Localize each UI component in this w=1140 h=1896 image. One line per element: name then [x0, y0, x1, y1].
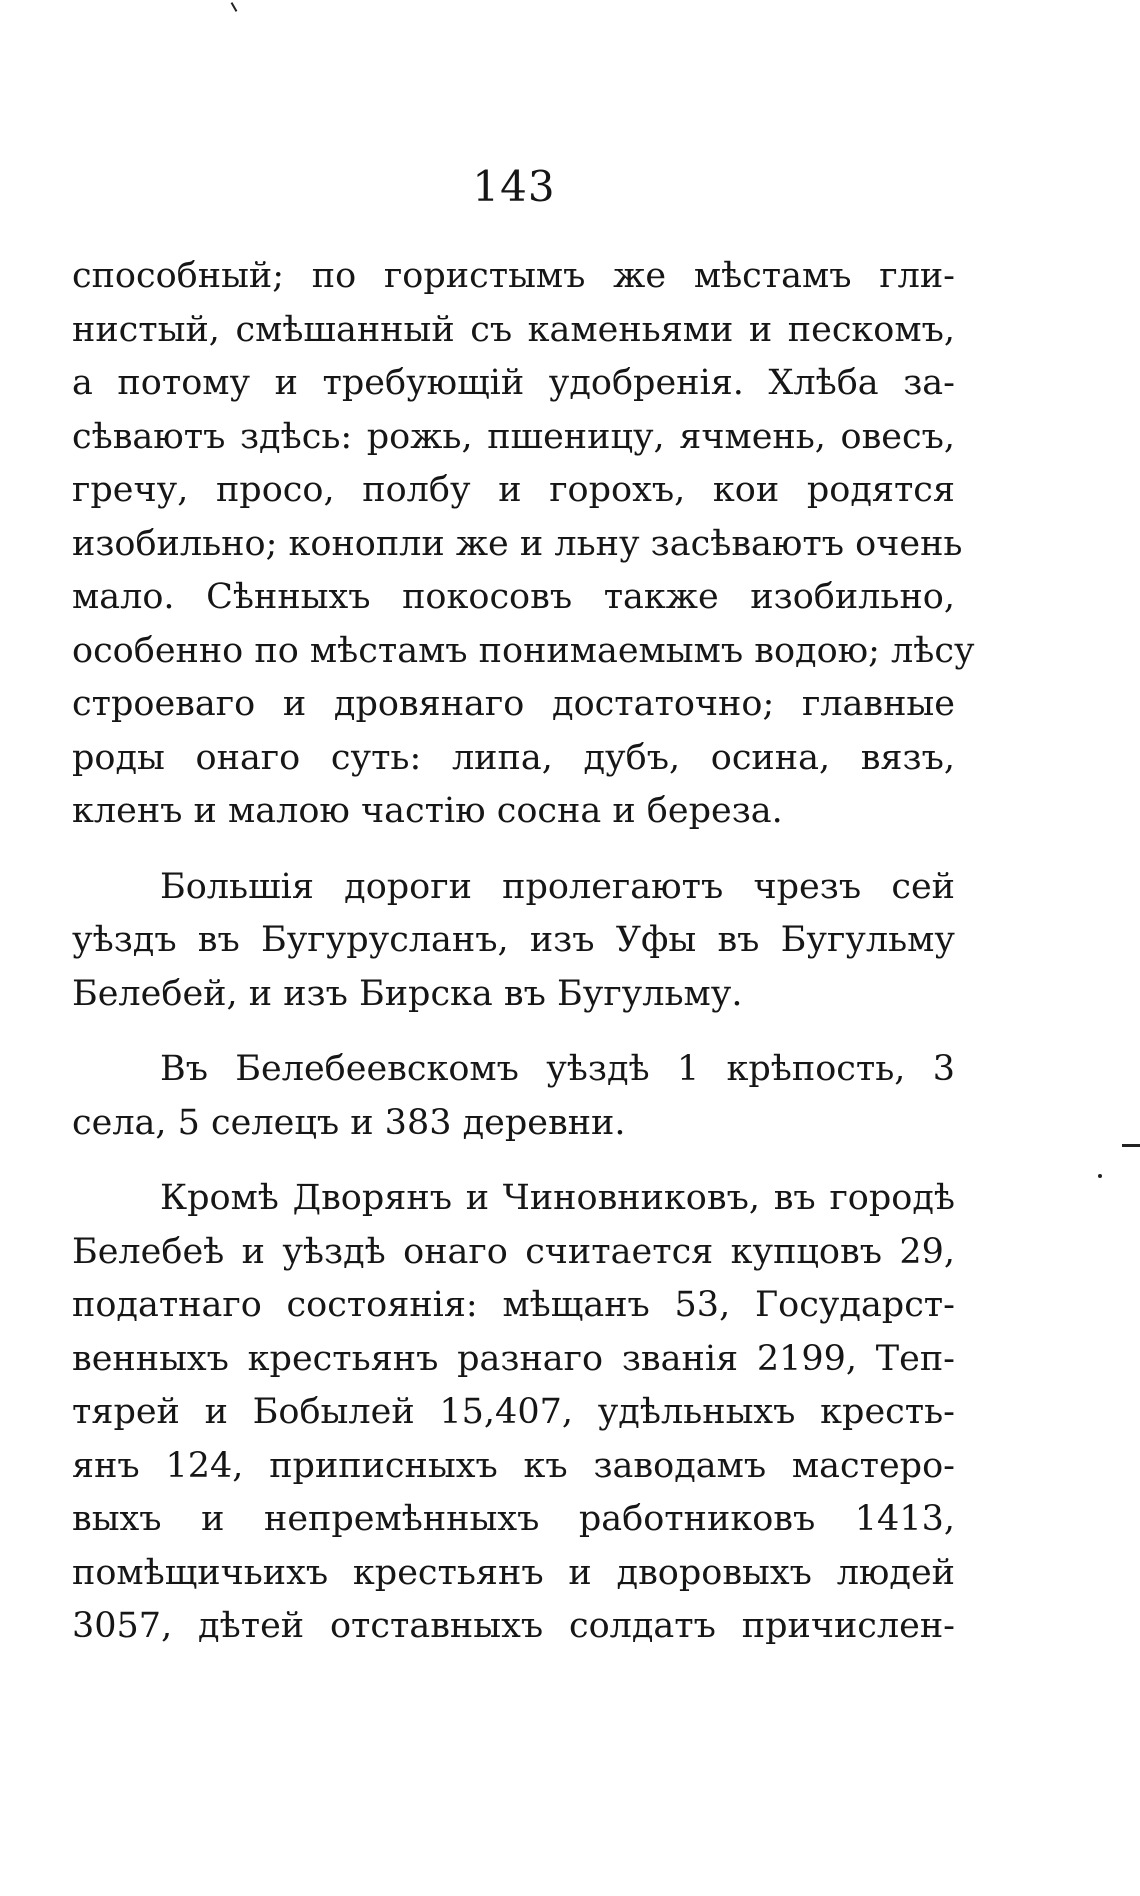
text-line: Кромѣ Дворянъ и Чиновниковъ, въ городѣ	[160, 1178, 955, 1218]
text-line: Въ Белебеевскомъ уѣздѣ 1 крѣпость, 3	[160, 1049, 955, 1089]
body-text	[72, 250, 975, 1654]
text-line: роды онаго суть: липа, дубъ, осина, вязъ,	[72, 737, 955, 778]
scan-speck-right-1	[1122, 1144, 1140, 1147]
text-line: нистый, смѣшанный съ каменьями и пескомъ,	[72, 309, 955, 350]
text-line: а потому и требующій удобренія. Хлѣба за-	[72, 363, 955, 403]
text-line: особенно по мѣстамъ понимаемымъ водою; лѣсу	[72, 630, 975, 671]
text-line: янъ 124, приписныхъ къ заводамъ мастеро-	[72, 1445, 955, 1486]
paragraph-population	[72, 1172, 955, 1654]
scan-speck-right-2	[1098, 1174, 1102, 1178]
paragraph-gap	[72, 839, 955, 861]
text-line: Белебеѣ и уѣздѣ онаго считается купцовъ 29,	[72, 1231, 955, 1272]
text-line: 3057, дѣтей отставныхъ солдатъ причислен-	[72, 1606, 955, 1646]
text-line: кленъ и малою частію сосна и береза.	[72, 791, 783, 831]
text-line: Белебей, и изъ Бирска въ Бугульму.	[72, 973, 743, 1014]
text-line: венныхъ крестьянъ разнаго званія 2199, Теп-	[72, 1338, 955, 1379]
paragraph-gap	[72, 1021, 955, 1043]
text-line: мало. Сѣнныхъ покосовъ также изобильно,	[72, 577, 955, 617]
paragraph-roads	[72, 861, 955, 1022]
text-line: помѣщичьихъ крестьянъ и дворовыхъ людей	[72, 1552, 955, 1593]
text-line: гречу, просо, полбу и горохъ, кои родятся	[72, 470, 955, 510]
text-line: сѣваютъ здѣсь: рожь, пшеницу, ячмень, овесъ,	[72, 416, 955, 457]
text-line: села, 5 селецъ и 383 деревни.	[72, 1102, 626, 1143]
text-line: уѣздъ въ Бугурусланъ, изъ Уфы въ Бугульму	[72, 920, 955, 960]
text-line: тярей и Бобылей 15,407, удѣльныхъ кресть-	[72, 1392, 955, 1432]
paragraph-settlements	[72, 1043, 955, 1150]
text-line: строеваго и дровянаго достаточно; главные	[72, 684, 955, 724]
scan-speck-top	[231, 2, 238, 12]
text-line: изобильно; конопли же и льну засѣваютъ очень	[72, 523, 963, 564]
paragraph-soil-and-crops	[72, 250, 975, 839]
text-line: Большія дороги пролегаютъ чрезъ сей	[160, 866, 955, 907]
text-line: выхъ и непремѣнныхъ работниковъ 1413,	[72, 1499, 955, 1539]
text-line: податнаго состоянія: мѣщанъ 53, Государст-	[72, 1285, 955, 1325]
page-number: 143	[472, 162, 556, 211]
paragraph-gap	[72, 1150, 955, 1172]
text-line: способный; по гористымъ же мѣстамъ гли-	[72, 256, 955, 296]
